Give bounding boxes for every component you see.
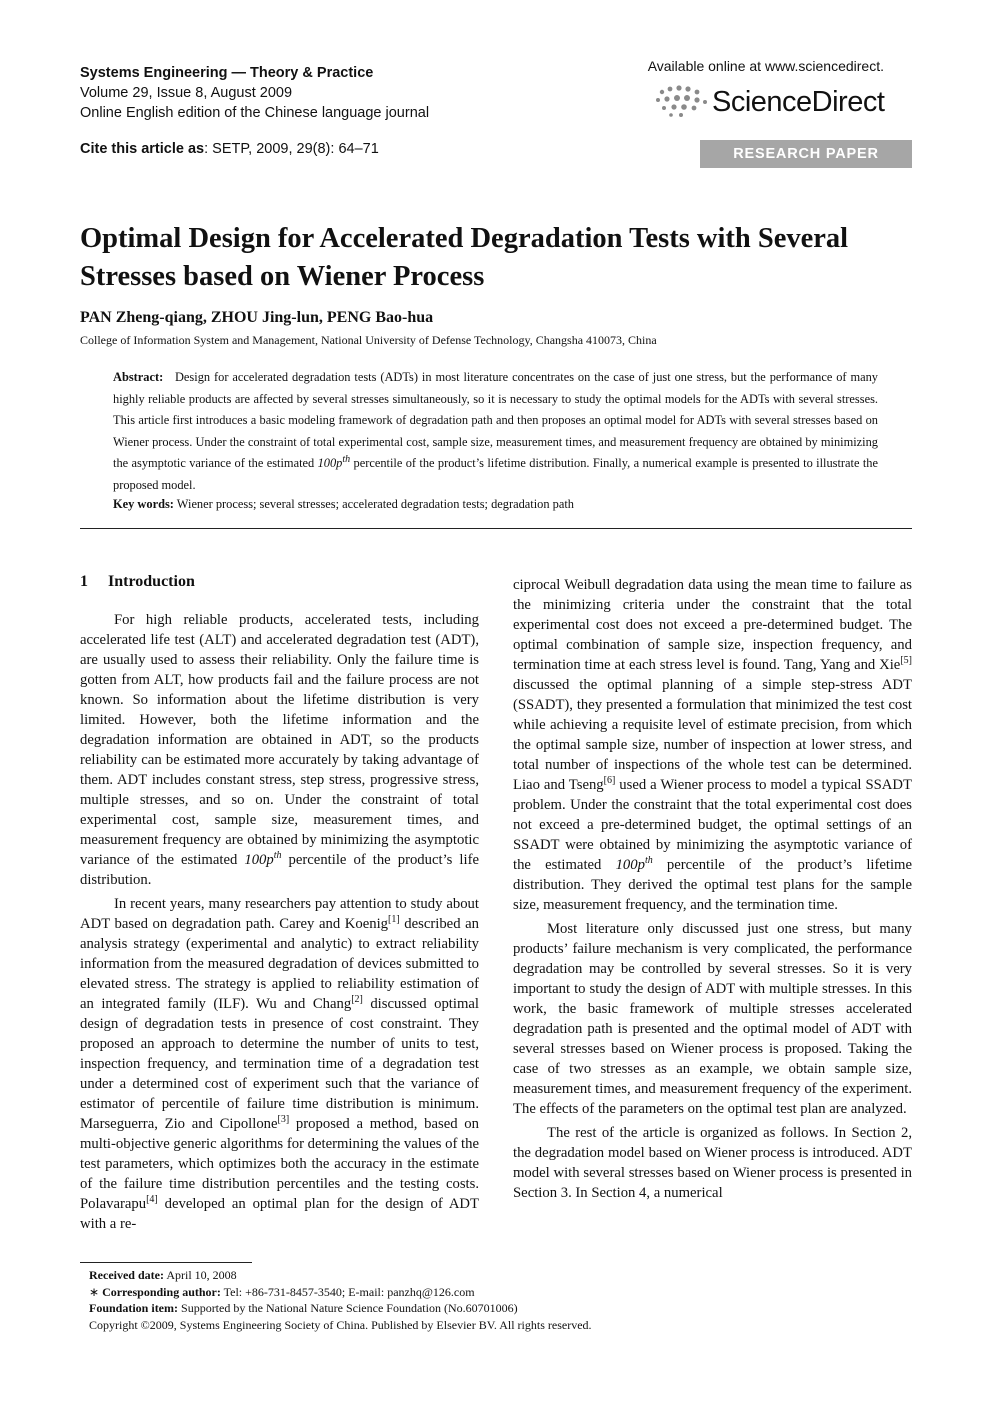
- section-number: 1: [80, 573, 88, 590]
- abstract-text-1: Design for accelerated degradation tests (ADTs) in most literature concentrates on the case of just one stress, but the performance of many highly reliable products are affected by several stresses simultaneously, so it is necessary to study the optimal models for the ADTs with several stresses. This article first introduces a basic modeling framework of degradation path and then proposes an optimal model for ADTs with several stresses based on Wiener process. Under the constraint of total experimental cost, sample size, measurement times, and measurement frequency are obtained by minimizing the asymptotic variance of the estimated: [113, 370, 878, 470]
- text-run: developed an optimal plan for the design of ADT with a re-: [80, 1196, 479, 1232]
- math-superscript: th: [644, 855, 653, 867]
- reference-link[interactable]: [3]: [277, 1114, 290, 1126]
- star-mark: ∗: [89, 1284, 100, 1299]
- right-paragraph-2: Most literature only discussed just one stress, but many products’ failure mechanism is very complicated, the performance degradation may be controlled by several stresses. So it is very important to study the design of ADT with multiple stresses. In this work, the basic framework of multiple stresses accelerated degradation path is presented and the optimal model of ADT with several stresses based on Wiener process is proposed. Taking the case of two stresses as an example, we obtain sample size, measurement times, and measurement frequency of the experiment. The effects of the parameters on the optimal test plan are analyzed.: [513, 921, 912, 1117]
- edition-note: Online English edition of the Chinese language journal: [80, 105, 430, 121]
- text-run: percentile of the product’s life distribution.: [80, 852, 479, 888]
- foundation-value: Supported by the National Nature Science Foundation (No.60701006): [178, 1301, 518, 1315]
- received-value: April 10, 2008: [163, 1268, 237, 1282]
- corresponding-label: Corresponding author:: [102, 1284, 221, 1299]
- corresponding-author: [89, 1284, 909, 1301]
- sciencedirect-logo: [600, 56, 912, 126]
- cite-label: Cite this article as: [80, 141, 205, 157]
- text-run: In recent years, many researchers pay attention to study about ADT based on degradation path. Carey and Koenig: [80, 896, 479, 932]
- received-label: Received date:: [89, 1268, 164, 1282]
- footnote-divider: [80, 1262, 252, 1263]
- research-paper-badge: RESEARCH PAPER: [700, 140, 912, 168]
- abstract-math-sup: th: [342, 453, 351, 465]
- corresponding-value: Tel: +86-731-8457-3540; E-mail: panzhq@126.com: [220, 1284, 475, 1299]
- sciencedirect-dots-icon: [654, 84, 710, 120]
- keywords: [113, 494, 878, 515]
- copyright: Copyright ©2009, Systems Engineering Society of China. Published by Elsevier BV. All rights reserved.: [89, 1317, 592, 1332]
- keywords-label: Key words:: [113, 497, 174, 511]
- footnotes: [89, 1267, 909, 1333]
- text-run: discussed the optimal planning of a simple step-stress ADT (SSADT), they presented a formulation that minimized the test cost while achieving a requisite level of estimate precision, from which the optimal sample size, number of inspection at lower stress, and total number of inspections of the whole test can be determined. Liao and Tseng: [513, 677, 912, 793]
- abstract: [113, 367, 878, 496]
- journal-info: [80, 63, 600, 123]
- abstract-math: 100p: [317, 456, 343, 470]
- abstract-text-2: percentile of the product’s lifetime distribution. Finally, a numerical example is presented to illustrate the proposed model.: [113, 456, 878, 492]
- text-run: proposed a method, based on multi-objective generic algorithms for determining the values of the test parameters, which optimizes both the accuracy in the estimate of the failure time distribution percentiles and the testing costs. Polavarapu: [80, 1116, 479, 1212]
- reference-link[interactable]: [2]: [351, 994, 363, 1006]
- right-paragraph-1: [513, 575, 912, 915]
- right-paragraph-3: The rest of the article is organized as follows. In Section 2, the degradation model based on Wiener process is introduced. ADT model with several stresses based on Wiener process is presented in Section 3. In Section 4, a numerical: [513, 1125, 912, 1201]
- received-date: [89, 1267, 909, 1284]
- foundation-item: [89, 1300, 909, 1317]
- foundation-label: Foundation item:: [89, 1301, 179, 1315]
- paper-title: Optimal Design for Accelerated Degradation Tests with Several Stresses based on Wiener Process: [80, 223, 849, 292]
- section-title: Introduction: [108, 573, 195, 590]
- journal-name: Systems Engineering — Theory & Practice: [80, 65, 374, 81]
- text-run: described an analysis strategy (experimental and analytic) to extract reliability information from the measured degradation of devices submitted to elevated stress. The strategy is applied to reliability estimation of an integrated family (ILF). Wu and Chang: [80, 916, 479, 1012]
- math-expression: 100p: [615, 857, 645, 873]
- text-run: ciprocal Weibull degradation data using the mean time to failure as the minimizing criteria under the constraint that the total experimental cost does not exceed a pre-determined budget. The optimal combination of sample size, inspection frequency, and termination time at each stress level is found. Tang, Yang and Xie: [513, 577, 912, 673]
- reference-link[interactable]: [6]: [603, 775, 616, 787]
- paper-authors: PAN Zheng-qiang, ZHOU Jing-lun, PENG Bao-hua: [80, 309, 434, 326]
- abstract-divider: [80, 528, 912, 529]
- cite-value: : SETP, 2009, 29(8): 64–71: [204, 141, 379, 157]
- citation-line: [80, 139, 600, 159]
- text-run: used a Wiener process to model a typical SSADT problem. Under the constraint that the total experimental cost does not exceed a pre-determined budget, the optimal settings of an SSADT were obtained by minimizing the asymptotic variance of the estimated: [513, 777, 912, 873]
- left-paragraph-1: [80, 610, 479, 890]
- volume-issue: Volume 29, Issue 8, August 2009: [80, 85, 293, 101]
- text-run: percentile of the product’s lifetime distribution. They derived the optimal test plans for the sample size, measurement frequency, and the termination time.: [513, 857, 912, 913]
- left-column: [80, 572, 479, 1238]
- keywords-text: Wiener process; several stresses; accelerated degradation tests; degradation path: [176, 497, 575, 511]
- paper-affiliation: College of Information System and Management, National University of Defense Technology, Changsha 410073, China: [80, 333, 657, 347]
- section-heading: [80, 572, 479, 592]
- math-superscript: th: [273, 850, 282, 862]
- available-online-text: Available online at www.sciencedirect.: [647, 58, 884, 74]
- reference-link[interactable]: [4]: [146, 1194, 158, 1206]
- reference-link[interactable]: [1]: [388, 914, 400, 926]
- math-expression: 100p: [244, 852, 274, 868]
- left-paragraph-2: [80, 894, 479, 1234]
- reference-link[interactable]: [5]: [900, 655, 912, 667]
- text-run: For high reliable products, accelerated tests, including accelerated life test (ALT) and accelerated degradation test (ADT), are usually used to assess their reliability. Only the failure time is gotten from ALT, how products fail and the failure process are not known. So information about the lifetime distribution is very limited. However, both the lifetime information and the degradation information are obtained in ADT, so the products reliability can be estimated more accurately by taking advantage of them. ADT includes constant stress, step stress, progressive stress, multiple stresses, and so on. Under the constraint of total experimental cost, sample size, measurement times, and measurement frequency are obtained by minimizing the asymptotic variance of the estimated: [80, 612, 479, 868]
- text-run: discussed optimal design of degradation tests in presence of cost constraint. They proposed an approach to determine the number of units to test, inspection frequency, and termination time of a degradation test under a determined cost of experiment such that the variance of estimator of percentile of failure time distribution is minimum. Marseguerra, Zio and Cipollone: [80, 996, 479, 1132]
- right-column: [513, 575, 912, 1207]
- abstract-label: Abstract:: [113, 370, 164, 384]
- sciencedirect-brand: ScienceDirect: [712, 86, 885, 118]
